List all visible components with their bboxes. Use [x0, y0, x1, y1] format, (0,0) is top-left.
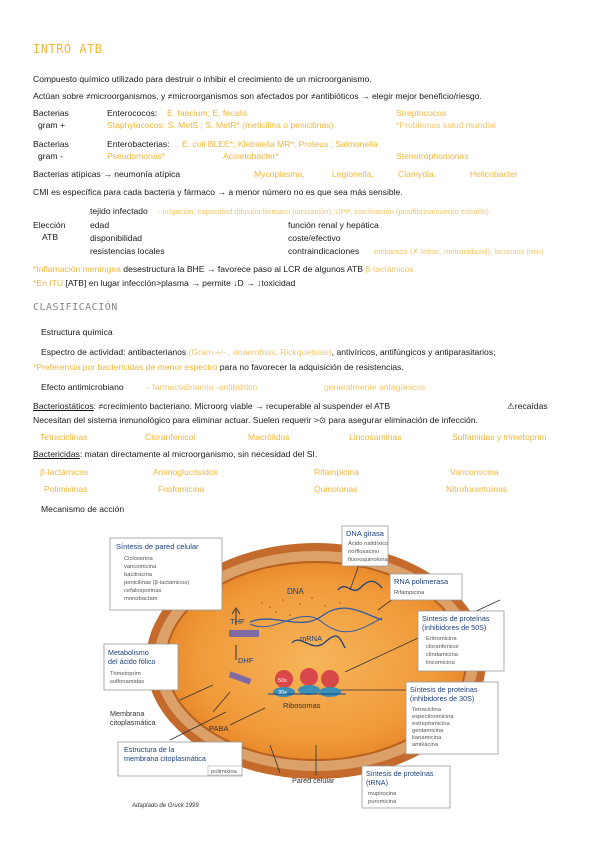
- edad: edad: [90, 220, 110, 230]
- estructura: Estructura química: [41, 327, 113, 337]
- p50-item: cloranfenicol: [426, 644, 459, 650]
- mrna-label: mRNA: [300, 634, 323, 643]
- page-title: INTRO ATB: [33, 42, 103, 56]
- problemas-note: *Problemas salud mundial: [396, 120, 496, 130]
- p30-item: estreptomicina: [412, 721, 450, 727]
- espectro-rest: , antivíricos, antifúngicos y antiparasitarios;: [331, 347, 496, 357]
- itu-star: *En ITU: [33, 278, 64, 288]
- helicobacter: Helicobacter: [470, 169, 518, 179]
- p30-item: Tetraciclina: [412, 707, 441, 713]
- paba-label: PABA: [209, 724, 229, 733]
- drug-vancomicina: Vancomicina: [450, 467, 499, 477]
- legionella: Legionella,: [332, 169, 374, 179]
- ribosomas-label: Ribosomas: [283, 701, 321, 710]
- p50-item: Eritromicina: [426, 636, 457, 642]
- acinetobacter: Acinetobacter*: [223, 151, 279, 161]
- drug-lincosaminas: Lincosaminas: [349, 432, 402, 442]
- pared-item: bacitracina: [124, 572, 153, 578]
- trna-item: mupirocina: [368, 791, 397, 797]
- contraindicaciones: contraindicaciones: [288, 246, 360, 256]
- staphylococos: Staphylococos: S. MetS ; S. MetR* (meticilina o penicilinas): [107, 120, 334, 130]
- ribosome-30s-3: [319, 687, 341, 697]
- gram-neg-sub: gram -: [38, 151, 63, 161]
- thf-enzyme: [229, 630, 259, 637]
- inflamacion-star: *Inflamación meníngea: [33, 264, 121, 274]
- drug-nitrofurantoinas: Nitrofurantoínas: [446, 484, 508, 494]
- itu-text: [ATB] en lugar infección>plasma → permite ↓D → ↓toxicidad: [63, 278, 296, 288]
- dna-item: fluoroquinolona: [348, 557, 388, 563]
- p50-item: clindamicina: [426, 652, 458, 658]
- figure-credit: Adaptado de Gruck 1999: [132, 803, 199, 809]
- p30-item: amikacina: [412, 742, 439, 748]
- clasificacion-heading: CLASIFICACIÓN: [33, 302, 118, 313]
- pared-item: Cicloserina: [124, 556, 153, 562]
- streptococos: Streptococos: [396, 108, 447, 118]
- drug-polimixinas: Polimixinas: [44, 484, 88, 494]
- p30-item: kanamicina: [412, 735, 442, 741]
- pared-label: Pared celular: [292, 776, 335, 785]
- mecanismo-heading: Mecanismo de acción: [41, 504, 125, 514]
- definition: Compuesto químico utilizado para destruir o inhibir el crecimiento de un microorganismo.: [33, 74, 372, 84]
- folico-title2: del ácido fólico: [108, 657, 156, 666]
- folico-item: Trimetoprim: [110, 671, 141, 677]
- membrana-label2: citoplasmática: [110, 718, 156, 727]
- espectro-text: Espectro de actividad: antibacterianos: [41, 347, 187, 357]
- gram-neg-label: Bacterias: [33, 139, 69, 149]
- trna-title1: Síntesis de proteínas: [366, 769, 434, 778]
- efecto-note1: - farmacodinamia -antibiótico: [147, 382, 258, 392]
- pseudomonas: Pseudomonas*: [107, 151, 166, 161]
- espectro-note: (Gram +/- , anaerobias, Rickquetsias): [188, 347, 332, 357]
- gram-pos-label: Bacterias: [33, 108, 69, 118]
- rna-item: Rifampicina: [394, 590, 425, 596]
- drug-tetraciclinas: Tetraciclinas: [40, 432, 88, 442]
- coste: coste/efectivo: [288, 233, 341, 243]
- dna-item: Ácido nalidíxico: [348, 541, 389, 547]
- rna-pol-title: RNA polimerasa: [394, 577, 449, 586]
- bacteriostaticos-label: Bacteriostáticos: [33, 401, 94, 411]
- stenotrophomonas: Stenotrophomonas: [396, 151, 469, 161]
- preferencia-star: *Preferencia por bactericidas de menor espectro: [33, 362, 218, 372]
- bacteriostaticos-text: : ≠crecimiento bacteriano. Microorg viable → recuperable al suspender el ATB: [93, 401, 391, 411]
- trna-title2: (tRNA): [366, 778, 388, 787]
- p50-title2: (inhibidores de 50S): [422, 623, 487, 632]
- inflamacion-text: desestructura la BHE → favorece paso al LCR de algunos ATB: [120, 264, 363, 274]
- cmi-line: CMI es específica para cada bacteria y fármaco → a menor número no es que sea más sensible.: [33, 187, 403, 197]
- pared-item: penicilinas (β-lactámicos): [124, 580, 190, 586]
- drug-fosfomicina: Fosfomicina: [158, 484, 205, 494]
- preferencia-text: para no favorecer la adquisición de resistencias.: [217, 362, 404, 372]
- atipicas-text: Bacterias atípicas → neumonía atípica: [33, 169, 181, 179]
- contra-note: embarazo (✗ tetrac, metronidazol), lactancia (min): [374, 247, 544, 256]
- efecto-text: Efecto antimicrobiano: [41, 382, 124, 392]
- drug-macrolidos: Macrólidos: [248, 432, 290, 442]
- efecto-note2: generalmente antagónicos: [324, 382, 426, 392]
- p50-item: lincomicina: [426, 660, 455, 666]
- drug-sulfamidas: Sulfamidas y trimetoprim: [452, 432, 547, 442]
- bactericidas-text: : matan directamente al microorganismo, sin necesidad del SI.: [79, 449, 318, 459]
- enterobacterias-label: Enterobacterias:: [107, 139, 170, 149]
- memb-title2: membrana citoplasmática: [124, 754, 206, 763]
- clamydia: Clamydia,: [398, 169, 437, 179]
- dna-girasa-title: DNA girasa: [346, 529, 384, 538]
- memb-item: polimixina: [211, 769, 237, 775]
- trna-item: puromicina: [368, 799, 397, 805]
- ribosome-50s-2: [300, 668, 318, 686]
- funcion-renal: función renal y hepática: [288, 220, 379, 230]
- act-line: Actúan sobre ≠microorganismos, y ≠microorganismos son afectados por ≠antibióticos → elegir mejor beneficio/riesgo.: [33, 91, 482, 101]
- gram-pos-sub: gram +: [38, 120, 65, 130]
- inflamacion-note: β-lactámicos: [365, 264, 414, 274]
- pared-item: cefalosporinas: [124, 588, 162, 594]
- dhf-label: DHF: [238, 656, 254, 665]
- ribosome-50s-label: 50s: [278, 678, 287, 684]
- p30-title1: Síntesis de proteínas: [410, 685, 478, 694]
- resistencias: resistencias locales: [90, 246, 165, 256]
- folico-title1: Metabolismo: [108, 648, 149, 657]
- recaidas-warning: ⚠recaídas: [507, 401, 548, 411]
- dna-item: norfloxacino: [348, 549, 380, 555]
- bacteriostaticos-line2: Necesitan del sistema inmunológico para eliminar actuar. Suelen requerir >⊙ para asegurar eliminación de infección.: [33, 415, 479, 425]
- p30-item: gentamicina: [412, 728, 444, 734]
- memb-title1: Estructura de la: [124, 745, 175, 754]
- ribosome-30s-label: 30s: [278, 690, 287, 696]
- enterococos-label: Enterococos:: [107, 108, 158, 118]
- pared-item: vancomicina: [124, 564, 157, 570]
- disponibilidad: disponibilidad: [90, 233, 143, 243]
- enterobacterias-values: E. coli BLEE*; Klebsiella MR*; Proteus ; Salmonella: [182, 139, 378, 149]
- drug-aminoglucosidos: Aminoglucósidos: [153, 467, 218, 477]
- pared-title: Síntesis de pared celular: [116, 542, 199, 551]
- folico-item: sulfonamidas: [110, 679, 145, 685]
- thf-label: THF: [230, 617, 245, 626]
- drug-quinolonas: Quinolonas: [314, 484, 358, 494]
- drug-cloranfenicol: Cloranfenicol: [145, 432, 196, 442]
- eleccion-label: Elección: [33, 220, 66, 230]
- dna-label: DNA: [287, 587, 304, 596]
- drug-betalactamicos: β-lactámicos: [40, 467, 89, 477]
- tejido-label: tejido infectado: [90, 206, 148, 216]
- enterococos-values: E. faecium; E. fecalis: [167, 108, 248, 118]
- p30-title2: (inhibidores de 30S): [410, 694, 475, 703]
- ribosome-50s-3: [321, 670, 339, 688]
- p30-item: espectinomicina: [412, 714, 454, 720]
- p50-title1: Síntesis de proteínas: [422, 614, 490, 623]
- membrana-label1: Membrana: [110, 709, 145, 718]
- drug-rifampicina: Rifampicina: [314, 467, 359, 477]
- bactericidas-label: Bactericidas: [33, 449, 80, 459]
- eleccion-sub: ATB: [42, 232, 59, 242]
- tejido-note: - irrigación, capacidad difusión fármaco (ionización), UPP, inactivación (pus/fibrina/cuerpo extraño).: [158, 207, 491, 216]
- pared-item: monobactam: [124, 596, 158, 602]
- mycoplasma: Mycoplasma,: [254, 169, 305, 179]
